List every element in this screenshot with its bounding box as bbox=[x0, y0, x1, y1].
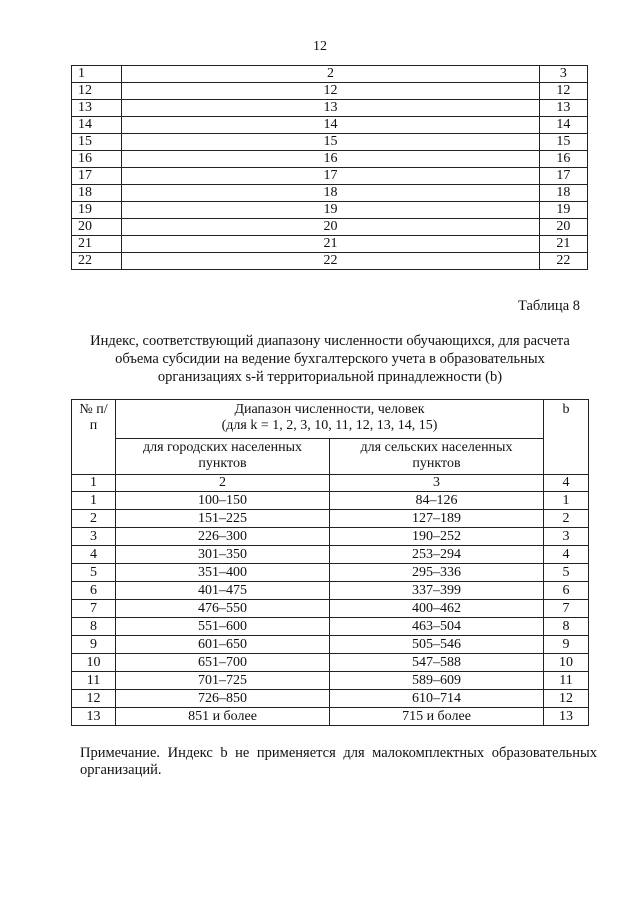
table-cell: 1 bbox=[544, 492, 589, 510]
column-number-row bbox=[72, 475, 589, 492]
table-cell: 14 bbox=[72, 117, 122, 134]
table-cell: 19 bbox=[539, 202, 587, 219]
table-cell: 10 bbox=[72, 654, 116, 672]
table-cell: 726–850 bbox=[116, 690, 330, 708]
table-row bbox=[72, 492, 589, 510]
table-title: Индекс, соответствующий диапазону численности обучающихся, для расчета объема субсидии на ведение бухгалтерского учета в образовательных организациях s-й территориальной принадлежности (b) bbox=[90, 333, 570, 385]
table-cell: 6 bbox=[544, 582, 589, 600]
header-range-subtitle: (для k = 1, 2, 3, 10, 11, 12, 13, 14, 15) bbox=[221, 418, 438, 433]
table-cell: 589–609 bbox=[330, 672, 544, 690]
table-cell: 851 и более bbox=[116, 708, 330, 726]
table-row bbox=[72, 618, 589, 636]
table-cell: 13 bbox=[72, 100, 122, 117]
table-cell: 2 bbox=[544, 510, 589, 528]
column-number-cell: 2 bbox=[116, 475, 330, 492]
table-row bbox=[72, 168, 588, 185]
table-cell: 8 bbox=[72, 618, 116, 636]
table-cell: 15 bbox=[72, 134, 122, 151]
table-row bbox=[72, 151, 588, 168]
header-num bbox=[72, 400, 116, 475]
table-cell: 12 bbox=[72, 690, 116, 708]
table-row bbox=[72, 236, 588, 253]
table-row bbox=[72, 100, 588, 117]
header-range bbox=[116, 400, 544, 439]
table-row bbox=[72, 690, 589, 708]
table-cell: 2 bbox=[72, 510, 116, 528]
header-rural: для сельских населенных пунктов bbox=[330, 439, 544, 475]
table-cell: 190–252 bbox=[330, 528, 544, 546]
table-cell: 20 bbox=[539, 219, 587, 236]
table-cell: 12 bbox=[544, 690, 589, 708]
table-row bbox=[72, 185, 588, 202]
table-cell: 547–588 bbox=[330, 654, 544, 672]
table-cell: 2 bbox=[122, 66, 540, 83]
table-row bbox=[72, 134, 588, 151]
table-row bbox=[72, 546, 589, 564]
table-cell: 701–725 bbox=[116, 672, 330, 690]
table-cell: 3 bbox=[544, 528, 589, 546]
table-cell: 11 bbox=[544, 672, 589, 690]
table-label: Таблица 8 bbox=[517, 298, 580, 314]
table-row bbox=[72, 600, 589, 618]
table-cell: 17 bbox=[72, 168, 122, 185]
table-cell: 715 и более bbox=[330, 708, 544, 726]
table-cell: 100–150 bbox=[116, 492, 330, 510]
header-num-label: № п/п bbox=[79, 402, 108, 433]
table-row bbox=[72, 202, 588, 219]
index-table bbox=[71, 399, 589, 726]
table-cell: 4 bbox=[544, 546, 589, 564]
table-row bbox=[72, 582, 589, 600]
table-row bbox=[72, 219, 588, 236]
table-cell: 19 bbox=[122, 202, 540, 219]
table-cell: 17 bbox=[539, 168, 587, 185]
table-cell: 20 bbox=[122, 219, 540, 236]
header-urban: для городских населенных пунктов bbox=[116, 439, 330, 475]
table-cell: 7 bbox=[72, 600, 116, 618]
table-cell: 19 bbox=[72, 202, 122, 219]
table-cell: 21 bbox=[122, 236, 540, 253]
table-cell: 18 bbox=[72, 185, 122, 202]
table-cell: 12 bbox=[122, 83, 540, 100]
table-cell: 15 bbox=[122, 134, 540, 151]
table-cell: 21 bbox=[72, 236, 122, 253]
table-cell: 651–700 bbox=[116, 654, 330, 672]
table-row bbox=[72, 253, 588, 270]
table-cell: 8 bbox=[544, 618, 589, 636]
table-cell: 301–350 bbox=[116, 546, 330, 564]
table-cell: 13 bbox=[544, 708, 589, 726]
table-cell: 22 bbox=[72, 253, 122, 270]
table-cell: 9 bbox=[544, 636, 589, 654]
table-row bbox=[72, 510, 589, 528]
table-cell: 20 bbox=[72, 219, 122, 236]
table-cell: 226–300 bbox=[116, 528, 330, 546]
table-cell: 16 bbox=[122, 151, 540, 168]
table-row bbox=[72, 83, 588, 100]
header-b bbox=[544, 400, 589, 475]
table-row bbox=[72, 636, 589, 654]
table-cell: 12 bbox=[72, 83, 122, 100]
table-cell: 13 bbox=[72, 708, 116, 726]
table-cell: 16 bbox=[72, 151, 122, 168]
table-cell: 18 bbox=[122, 185, 540, 202]
column-number-cell: 4 bbox=[544, 475, 589, 492]
table-cell: 351–400 bbox=[116, 564, 330, 582]
table-cell: 22 bbox=[539, 253, 587, 270]
table-row bbox=[72, 528, 589, 546]
continuation-table bbox=[71, 65, 588, 270]
table-row bbox=[72, 564, 589, 582]
table-cell: 7 bbox=[544, 600, 589, 618]
table-cell: 505–546 bbox=[330, 636, 544, 654]
header-range-title: Диапазон численности, человек bbox=[234, 402, 425, 417]
table-cell: 463–504 bbox=[330, 618, 544, 636]
table-cell: 21 bbox=[539, 236, 587, 253]
table-cell: 601–650 bbox=[116, 636, 330, 654]
table-cell: 10 bbox=[544, 654, 589, 672]
table-cell: 3 bbox=[72, 528, 116, 546]
table-row bbox=[72, 117, 588, 134]
table-cell: 14 bbox=[539, 117, 587, 134]
table-cell: 11 bbox=[72, 672, 116, 690]
table-cell: 5 bbox=[544, 564, 589, 582]
table-cell: 84–126 bbox=[330, 492, 544, 510]
table-cell: 9 bbox=[72, 636, 116, 654]
table-row bbox=[72, 66, 588, 83]
table-cell: 551–600 bbox=[116, 618, 330, 636]
note: Примечание. Индекс b не применяется для малокомплектных образовательных организаций. bbox=[80, 745, 597, 778]
table-row bbox=[72, 708, 589, 726]
table-cell: 1 bbox=[72, 66, 122, 83]
table-cell: 4 bbox=[72, 546, 116, 564]
table-cell: 295–336 bbox=[330, 564, 544, 582]
table-cell: 151–225 bbox=[116, 510, 330, 528]
table-cell: 12 bbox=[539, 83, 587, 100]
table-cell: 16 bbox=[539, 151, 587, 168]
table-cell: 400–462 bbox=[330, 600, 544, 618]
table-cell: 401–475 bbox=[116, 582, 330, 600]
table-cell: 13 bbox=[539, 100, 587, 117]
column-number-cell: 3 bbox=[330, 475, 544, 492]
table-cell: 5 bbox=[72, 564, 116, 582]
table-cell: 337–399 bbox=[330, 582, 544, 600]
table-cell: 14 bbox=[122, 117, 540, 134]
table-cell: 1 bbox=[72, 492, 116, 510]
table-row bbox=[72, 654, 589, 672]
table-cell: 253–294 bbox=[330, 546, 544, 564]
table-cell: 13 bbox=[122, 100, 540, 117]
header-b-label: b bbox=[562, 402, 570, 417]
table-cell: 6 bbox=[72, 582, 116, 600]
column-number-cell: 1 bbox=[72, 475, 116, 492]
table-cell: 476–550 bbox=[116, 600, 330, 618]
table-cell: 610–714 bbox=[330, 690, 544, 708]
table-cell: 15 bbox=[539, 134, 587, 151]
page-number: 12 bbox=[313, 39, 327, 54]
table-cell: 22 bbox=[122, 253, 540, 270]
table-cell: 17 bbox=[122, 168, 540, 185]
table-cell: 3 bbox=[539, 66, 587, 83]
table-cell: 127–189 bbox=[330, 510, 544, 528]
table-row bbox=[72, 672, 589, 690]
table-cell: 18 bbox=[539, 185, 587, 202]
